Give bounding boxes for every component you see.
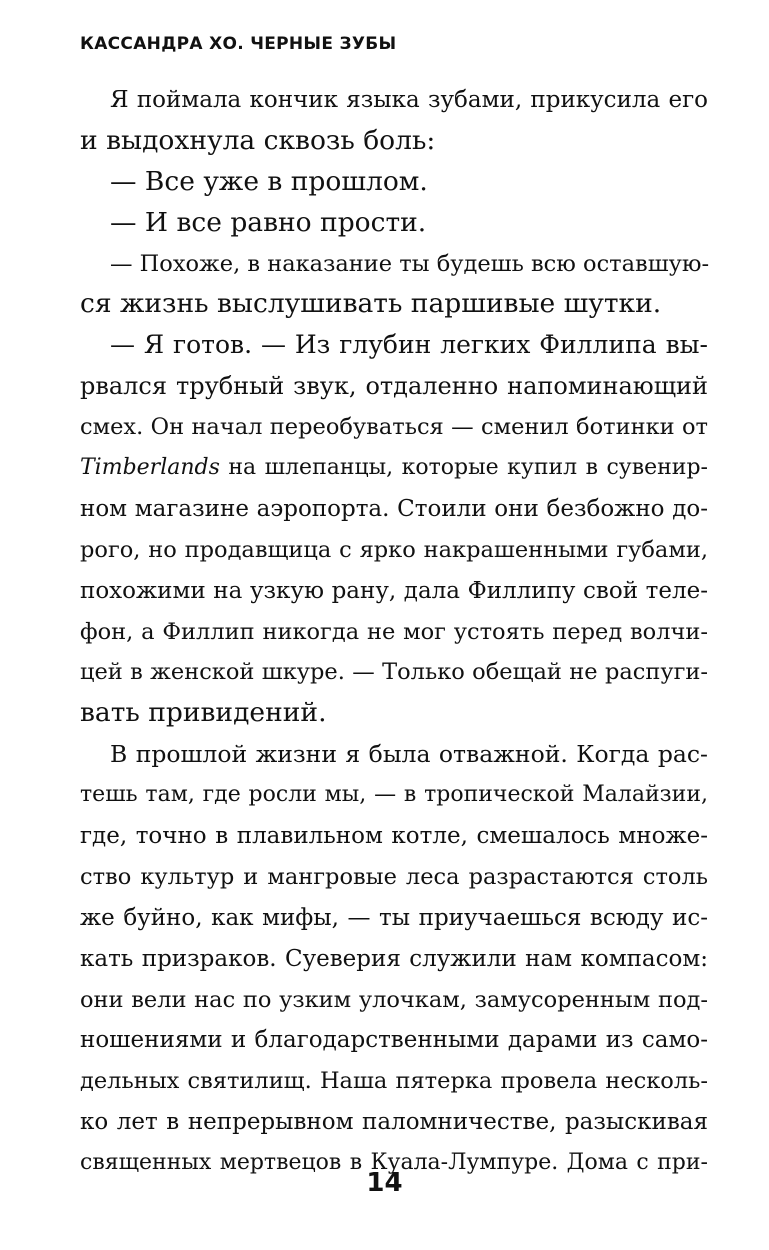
text-line: рого, но продавщица с ярко накрашенными губами,	[80, 536, 708, 563]
text-line: рвался трубный звук, отдаленно напоминающий	[80, 372, 708, 401]
text-line: священных мертвецов в Куала-Лумпуре. Дома с при-	[80, 1150, 708, 1176]
text-line: кать призраков. Суеверия служили нам компасом:	[80, 945, 708, 972]
text-line: ношениями и благодарственными дарами из само-	[80, 1027, 708, 1054]
text-line: же буйно, как мифы, — ты приучаешься всюду ис-	[80, 904, 708, 931]
text-line: ся жизнь выслушивать паршивые шутки.	[80, 288, 662, 320]
text-line: где, точно в плавильном котле, смешалось множе-	[80, 823, 708, 850]
text-line: Я поймала кончик языка зубами, прикусила его	[110, 87, 708, 113]
text-line: — Все уже в прошлом.	[110, 165, 428, 197]
text-line: цей в женской шкуре. — Только обещай не распуги-	[80, 659, 708, 686]
text-line: — Похоже, в наказание ты будешь всю оставшую-	[110, 250, 710, 277]
text-line: похожими на узкую рану, дала Филлипу свой теле-	[80, 577, 708, 604]
text-line: В прошлой жизни я была отважной. Когда рас-	[110, 740, 708, 769]
running-title: КАССАНДРА ХО. ЧЕРНЫЕ ЗУБЫ	[80, 34, 397, 54]
text-line: ко лет в непрерывном паломничестве, разыскивая	[80, 1109, 708, 1136]
text-line: ном магазине аэропорта. Стоили они безбожно до-	[80, 495, 708, 522]
text-line: вать привидений.	[80, 697, 327, 729]
text-line: дельных святилищ. Наша пятерка провела несколь-	[80, 1068, 708, 1095]
text-line: — И все равно прости.	[110, 206, 427, 238]
page-number: 14	[366, 1168, 403, 1198]
text-line: — Я готов. — Из глубин легких Филлипа вы-	[110, 330, 708, 360]
text-line: смех. Он начал переобуваться — сменил ботинки от	[80, 414, 708, 441]
body-text	[80, 80, 708, 1184]
brand-name: Timberlands	[80, 455, 220, 481]
text-line: и выдохнула сквозь боль:	[80, 124, 436, 156]
text-line: ство культур и мангровые леса разрастаются столь	[80, 863, 708, 890]
text-line: фон, а Филлип никогда не мог устоять перед волчи-	[80, 618, 708, 645]
text-line: тешь там, где росли мы, — в тропической Малайзии,	[80, 782, 708, 808]
text-line-rest: на шлепанцы, которые купил в сувенир-	[228, 455, 708, 481]
text-line-with-brand	[80, 448, 708, 489]
text-line: они вели нас по узким улочкам, замусоренным под-	[80, 986, 708, 1013]
